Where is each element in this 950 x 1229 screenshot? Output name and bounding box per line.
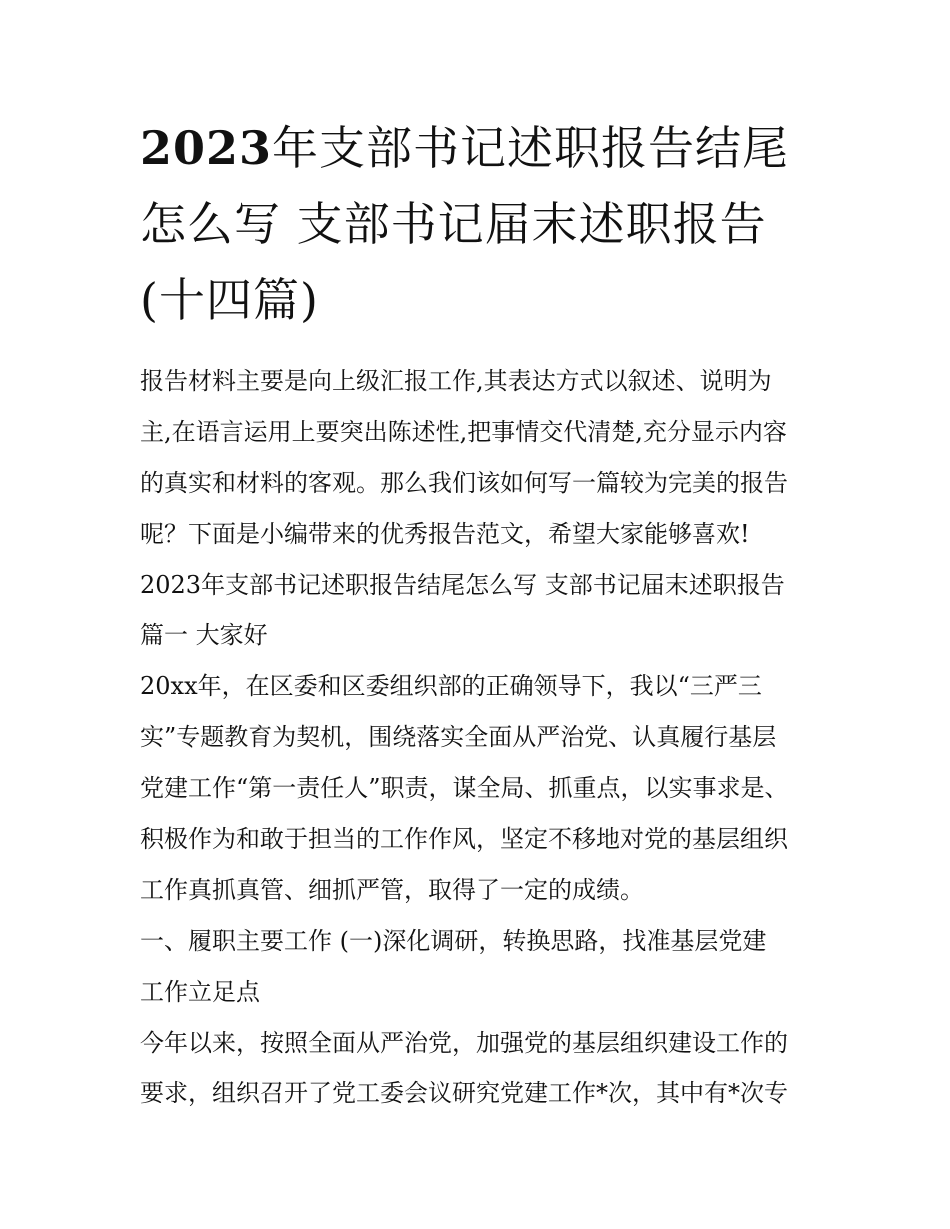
body-line: 工作真抓真管、细抓严管，取得了一定的成绩。 bbox=[140, 875, 644, 904]
title-line-2: 怎么写 支部书记届末述职报告 bbox=[140, 197, 767, 251]
body-line: 实”专题教育为契机，围绕落实全面从严治党、认真履行基层 bbox=[140, 723, 777, 752]
body-line: 党建工作“第一责任人”职责，谋全局、抓重点，以实事求是、 bbox=[140, 774, 789, 803]
body-line: 呢？下面是小编带来的优秀报告范文，希望大家能够喜欢! bbox=[140, 519, 750, 548]
body-line: 篇一 大家好 bbox=[140, 621, 268, 650]
body-line: 一、履职主要工作 (一)深化调研，转换思路，找准基层党建 bbox=[140, 926, 767, 955]
title-line-1: 2023年支部书记述职报告结尾 bbox=[140, 121, 790, 175]
body-line: 工作立足点 bbox=[140, 977, 260, 1006]
body-line: 2023年支部书记述职报告结尾怎么写 支部书记届末述职报告 bbox=[140, 570, 785, 599]
body-line: 报告材料主要是向上级汇报工作,其表达方式以叙述、说明为 bbox=[140, 367, 772, 395]
document-body bbox=[140, 356, 830, 1119]
title-year: 2023 bbox=[140, 121, 273, 175]
body-line: 的真实和材料的客观。那么我们该如何写一篇较为完美的报告 bbox=[140, 468, 788, 497]
body-line: 20xx年，在区委和区委组织部的正确领导下，我以“三严三 bbox=[140, 672, 762, 701]
title-line-3: (十四篇) bbox=[140, 273, 319, 327]
document-title bbox=[140, 110, 820, 338]
body-line: 主,在语言运用上要突出陈述性,把事情交代清楚,充分显示内容 bbox=[140, 417, 787, 446]
body-line: 要求，组织召开了党工委会议研究党建工作*次，其中有*次专 bbox=[140, 1079, 788, 1108]
body-line: 今年以来，按照全面从严治党，加强党的基层组织建设工作的 bbox=[140, 1028, 788, 1057]
body-line: 积极作为和敢于担当的工作作风，坚定不移地对党的基层组织 bbox=[140, 825, 788, 854]
